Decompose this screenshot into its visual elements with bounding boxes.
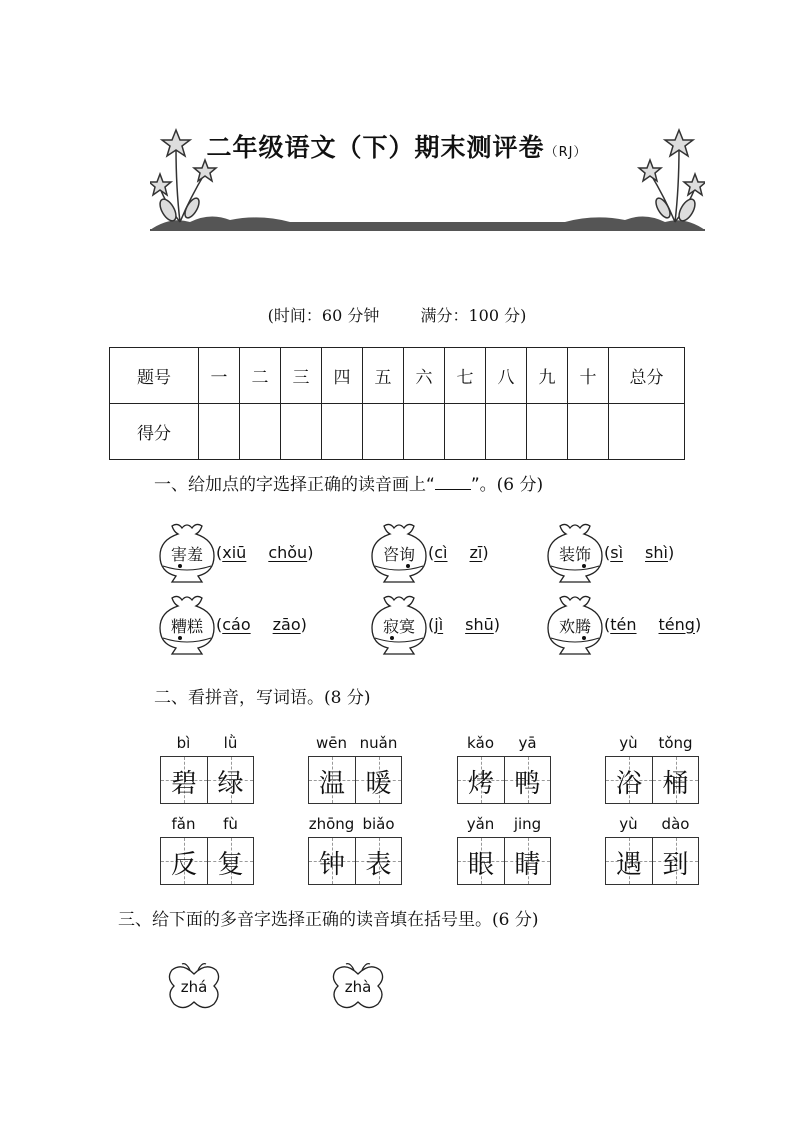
written-character: 桶 [662,769,689,799]
word-text: 咨询 [382,545,415,564]
pinyin-option[interactable]: téng [658,614,695,634]
pinyin-row [308,734,402,756]
col-header: 二 [240,348,281,404]
pinyin-row [457,815,551,837]
word-text: 装饰 [558,545,591,564]
score-cell[interactable] [609,404,685,460]
writing-cell[interactable] [504,838,550,884]
writing-grid [308,756,402,804]
pinyin-option[interactable]: cì [434,542,448,562]
vase-icon [158,592,216,656]
reading-item [546,520,674,584]
pinyin-option[interactable]: shì [645,542,668,562]
written-character: 睛 [514,850,541,880]
pinyin-syllable: yù [619,815,638,833]
pinyin-syllable: fǎn [171,815,196,833]
writing-cell[interactable] [161,838,207,884]
pinyin-options [428,615,500,634]
reading-item [158,520,313,584]
col-header: 五 [363,348,404,404]
col-header: 题号 [110,348,199,404]
score-cell[interactable] [240,404,281,460]
score-cell[interactable] [363,404,404,460]
vase-icon [546,592,604,656]
paren-open: ( [604,542,611,562]
section2-points: (8 分) [324,688,371,708]
butterfly-icon [330,960,386,1014]
pinyin-syllable: dào [661,815,690,833]
pinyin-option[interactable]: sì [610,542,624,562]
score-cell[interactable] [527,404,568,460]
written-character: 浴 [615,769,642,799]
butterfly-pinyin: zhá [180,978,208,996]
written-character: 遇 [615,850,642,880]
page-title [0,128,794,164]
pinyin-row [605,815,699,837]
word-text: 寂寞 [382,617,415,636]
score-table [109,347,685,460]
vase-icon [370,520,428,584]
writing-cell[interactable] [652,838,698,884]
written-character: 表 [365,850,392,880]
writing-cell[interactable] [606,838,652,884]
paren-close: ) [300,614,307,634]
section1-title-text: 一、给加点的字选择正确的读音画上“ [154,475,435,495]
section2-title [154,683,370,708]
writing-cell[interactable] [652,757,698,803]
score-cell[interactable] [568,404,609,460]
pinyin-syllable: lǜ [223,734,238,752]
pinyin-options [604,615,701,634]
pinyin-row [605,734,699,756]
paren-close: ) [307,542,314,562]
written-character: 到 [662,850,689,880]
writing-cell[interactable] [309,757,355,803]
pinyin-word-group [160,815,254,885]
edition-label: （RJ） [544,145,588,160]
emphasis-dot [406,564,410,568]
col-header: 八 [486,348,527,404]
vase-icon [546,520,604,584]
pinyin-options [216,615,307,634]
pinyin-syllable: yǎn [466,815,495,833]
full-score-label: 满分：100 分) [420,306,527,325]
reading-item [370,592,500,656]
writing-grid [457,756,551,804]
col-header: 一 [199,348,240,404]
col-header: 七 [445,348,486,404]
writing-cell[interactable] [458,838,504,884]
pinyin-word-group [457,734,551,804]
vase-icon [370,592,428,656]
written-character: 鸭 [514,769,541,799]
emphasis-dot [582,564,586,568]
pinyin-word-group [308,815,402,885]
word-text: 糟糕 [170,617,203,636]
writing-cell[interactable] [606,757,652,803]
word-text: 欢腾 [558,617,591,636]
pinyin-options [428,543,489,562]
writing-grid [605,756,699,804]
written-character: 暖 [365,769,392,799]
pinyin-syllable: yù [619,734,638,752]
pinyin-word-group [605,734,699,804]
reading-item [158,592,307,656]
written-character: 碧 [170,769,197,799]
score-cell[interactable] [445,404,486,460]
writing-grid [160,837,254,885]
score-cell[interactable] [404,404,445,460]
pinyin-row [457,734,551,756]
pinyin-word-group [457,815,551,885]
writing-cell[interactable] [355,838,401,884]
col-header: 四 [322,348,363,404]
writing-cell[interactable] [355,757,401,803]
section3-title [118,905,538,930]
pinyin-word-group [160,734,254,804]
col-header: 六 [404,348,445,404]
written-character: 眼 [467,850,494,880]
emphasis-dot [178,564,182,568]
pinyin-syllable: biǎo [362,815,395,833]
pinyin-syllable: jing [513,815,542,833]
writing-grid [160,756,254,804]
paren-open: ( [604,614,611,634]
pinyin-syllable: tǒng [658,734,693,752]
pinyin-options [216,543,313,562]
score-cell[interactable] [322,404,363,460]
emphasis-dot [390,636,394,640]
pinyin-syllable: nuǎn [359,734,398,752]
writing-cell[interactable] [207,838,253,884]
score-cell[interactable] [199,404,240,460]
paren-close: ) [694,614,702,634]
pinyin-row [160,734,254,756]
paren-close: ) [667,542,675,562]
paren-close: ) [482,542,489,562]
emphasis-dot [582,636,586,640]
score-cell[interactable] [281,404,322,460]
pinyin-option[interactable]: zāo [272,614,301,634]
section2-title-text: 二、看拼音，写词语。 [154,688,324,708]
emphasis-dot [178,636,182,640]
pinyin-syllable: wēn [315,734,347,752]
reading-item [546,592,701,656]
pinyin-row [160,815,254,837]
col-header: 总分 [609,348,685,404]
pinyin-syllable: fù [223,815,238,833]
exam-info [0,303,794,326]
vase-icon [158,520,216,584]
pinyin-option[interactable]: xiū [222,542,247,562]
pinyin-option[interactable]: zī [469,542,483,562]
writing-cell[interactable] [161,757,207,803]
writing-grid [308,837,402,885]
writing-cell[interactable] [309,838,355,884]
answer-line [435,489,471,490]
writing-cell[interactable] [458,757,504,803]
written-character: 钟 [318,850,345,880]
paren-open: ( [216,614,223,634]
paren-open: ( [428,542,435,562]
pinyin-syllable: bì [176,734,191,752]
time-label: (时间：60 分钟 [267,306,380,325]
pinyin-option[interactable]: shū [465,614,494,634]
word-text: 害羞 [170,545,203,564]
written-character: 复 [217,850,244,880]
writing-grid [457,837,551,885]
score-table-header-row [110,348,685,404]
writing-cell[interactable] [504,757,550,803]
section3-title-text: 三、给下面的多音字选择正确的读音填在括号里。 [118,910,492,930]
reading-item [370,520,489,584]
pinyin-option[interactable]: tén [610,614,637,634]
section1-title [154,470,543,495]
butterfly-icon [166,960,222,1014]
pinyin-word-group [308,734,402,804]
written-character: 反 [170,850,197,880]
col-header: 十 [568,348,609,404]
pinyin-option[interactable]: chǒu [268,542,308,562]
written-character: 绿 [217,769,244,799]
written-character: 烤 [467,769,494,799]
score-row-label: 得分 [110,404,199,460]
pinyin-syllable: yā [518,734,537,752]
pinyin-syllable: kǎo [466,734,495,752]
score-table-score-row [110,404,685,460]
pinyin-option[interactable]: cáo [222,614,251,634]
writing-grid [605,837,699,885]
pinyin-option[interactable]: jì [434,614,444,634]
pinyin-syllable: zhōng [308,815,355,833]
pinyin-options [604,543,674,562]
col-header: 三 [281,348,322,404]
paren-open: ( [428,614,435,634]
col-header: 九 [527,348,568,404]
pinyin-row [308,815,402,837]
section3-points: (6 分) [492,910,539,930]
paren-close: ) [493,614,501,634]
pinyin-word-group [605,815,699,885]
section1-points: (6 分) [496,475,544,495]
title-text: 二年级语文（下）期末测评卷 [206,133,545,162]
score-cell[interactable] [486,404,527,460]
paren-open: ( [216,542,223,562]
section1-title-end: ”。 [470,475,497,495]
written-character: 温 [318,769,345,799]
butterfly-pinyin: zhà [344,978,372,996]
writing-cell[interactable] [207,757,253,803]
